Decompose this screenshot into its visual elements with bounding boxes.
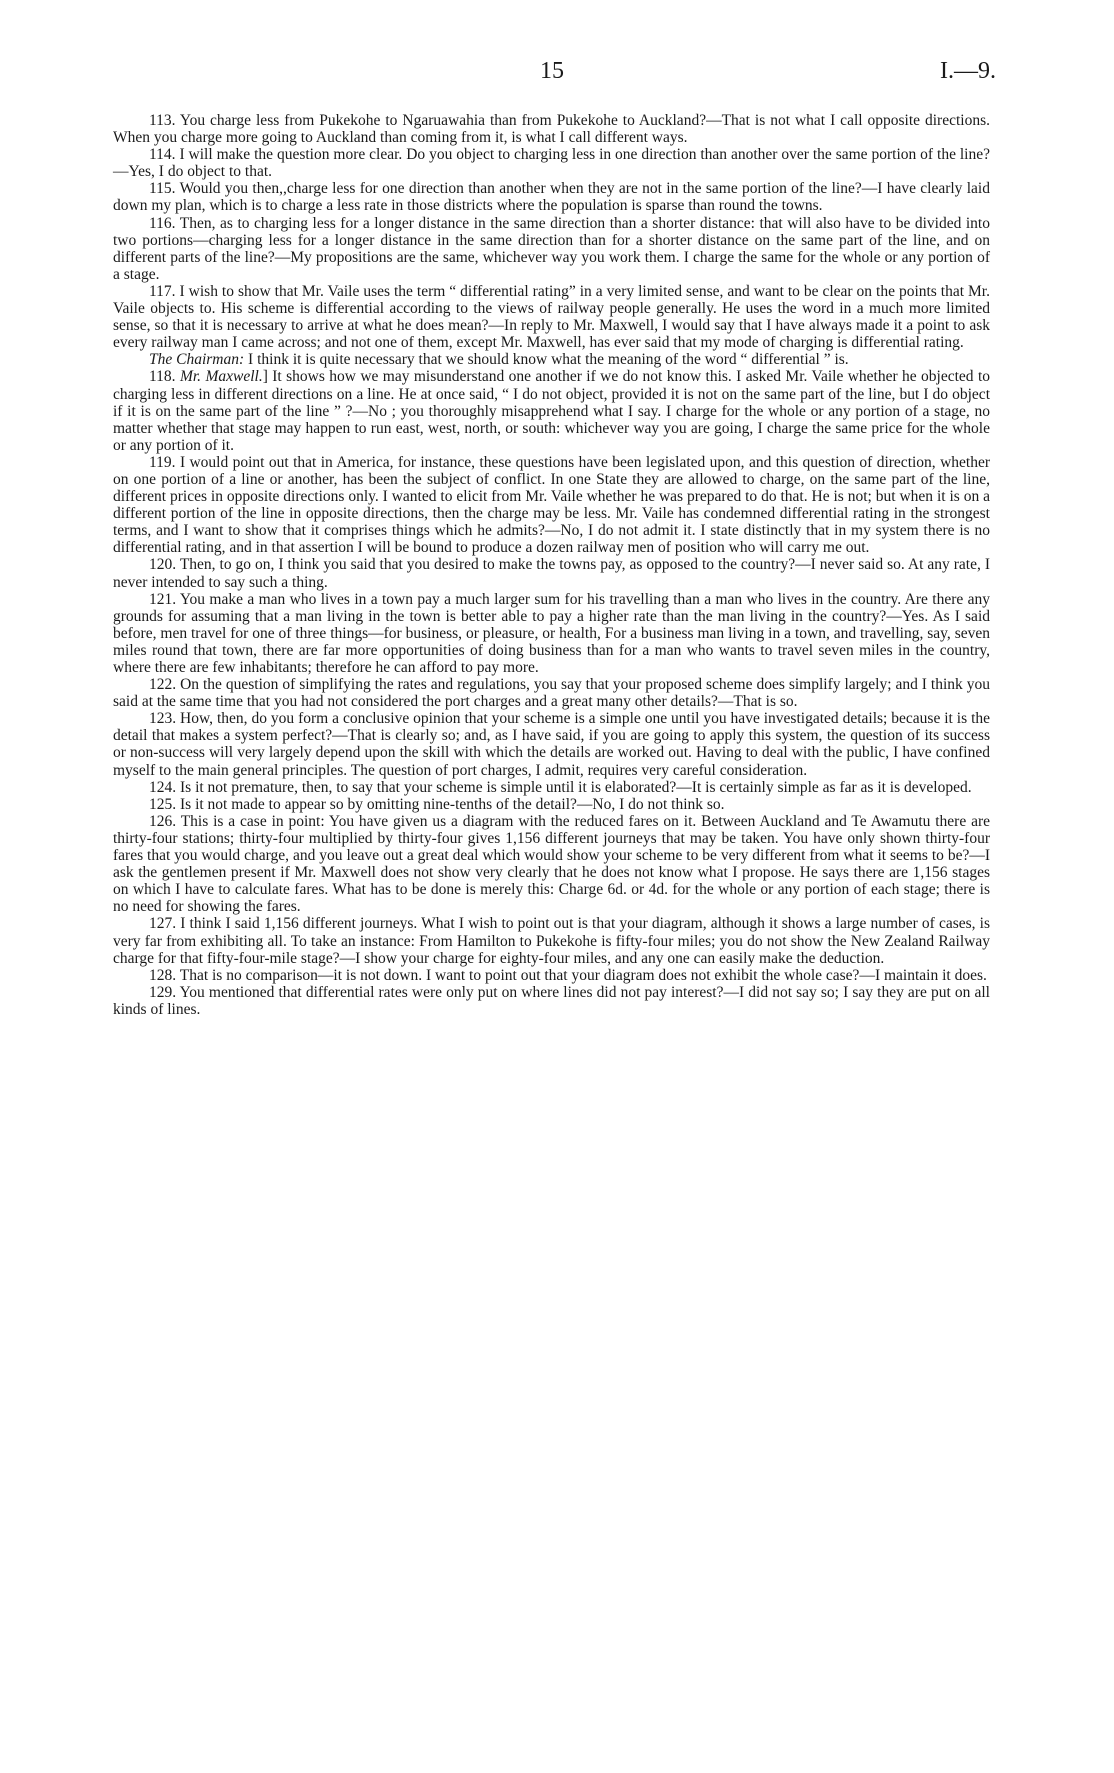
paragraph-125: 125. Is it not made to appear so by omitting nine-tenths of the detail?—No, I do not think so.: [149, 795, 725, 813]
document-reference: I.—9.: [940, 58, 996, 84]
page-header: [0, 58, 1114, 94]
paragraph-116: 116. Then, as to charging less for a longer distance in the same direction than a shorter distance: that will also have to be divided into two portions—charging less for a longer distance in the same direction than for a shorter distance on the same part of the line, and on different parts of the line?—My propositions are the same, whichever way you work them. I charge the same for the whole or any portion of a stage.: [113, 214, 990, 283]
paragraph-123: 123. How, then, do you form a conclusive opinion that your scheme is a simple one until you have investigated details; because it is the detail that makes a system perfect?—That is clearly so; and, as I have said, if you are going to apply this system, the question of its success or non-success will very largely depend upon the skill with which the details are worked out. Having to deal with the public, I have confined myself to the main general principles. The question of port charges, I admit, requires very careful consideration.: [113, 710, 990, 779]
paragraph-122: 122. On the question of simplifying the rates and regulations, you say that your proposed scheme does simplify largely; and I think you said at the same time that you had not considered the port charges and a great many other details?—That is so.: [113, 676, 990, 711]
paragraph-117: 117. I wish to show that Mr. Vaile uses the term “ differential rating” in a very limited sense, and want to be clear on the points that Mr. Vaile objects to. His scheme is differential according to the views of railway people generally. He uses the word in a much more limited sense, so that it is necessary to arrive at what he does mean?—In reply to Mr. Maxwell, I would say that I have always made it a point to ask every railway man I came across; and not one of them, except Mr. Maxwell, has ever said that my mode of charging is differential rating.: [113, 282, 990, 352]
paragraph-118: [113, 368, 990, 453]
paragraph-114: 114. I will make the question more clear. Do you object to charging less in one direction than another over the same portion of the line?—Yes, I do object to that.: [113, 146, 990, 181]
speaker-label: The Chairman:: [149, 351, 245, 369]
page-number: 15: [540, 58, 564, 84]
paragraph-124: 124. Is it not premature, then, to say that your scheme is simple until it is elaborated?—It is certainly simple as far as it is developed.: [149, 778, 972, 796]
paragraph-113: 113. You charge less from Pukekohe to Ngaruawahia than from Pukekohe to Auckland?—That is not what I call opposite directions. When you charge more going to Auckland than coming from it, is what I call different ways.: [113, 112, 990, 147]
paragraph-chairman: [113, 351, 990, 368]
paragraph-number: 118.: [149, 368, 180, 386]
paragraph-129: 129. You mentioned that differential rates were only put on where lines did not pay interest?—I did not say so; I say they are put on all kinds of lines.: [113, 983, 990, 1018]
paragraph-119: 119. I would point out that in America, for instance, these questions have been legislated upon, and this question of direction, whether on one portion of a line or another, has been the subject of conflict. In one State they are allowed to charge, on the same part of the line, different prices in opposite directions only. I wanted to elicit from Mr. Vaile whether he was prepared to do that. He is not; but when it is on a different portion of the line in opposite directions, then the charge may be less. Mr. Vaile has condemned differential rating in the strongest terms, and I want to show that it comprises things which he admits?—No, I do not admit it. I state distinctly that in my system there is no differential rating, and in that assertion I will be bound to produce a dozen railway men of position who will carry me out.: [113, 453, 990, 557]
body-text: [113, 112, 990, 1018]
paragraph-120: 120. Then, to go on, I think you said that you desired to make the towns pay, as opposed to the country?—I never said so. At any rate, I never intended to say such a thing.: [113, 556, 990, 591]
paragraph-126: 126. This is a case in point: You have given us a diagram with the reduced fares on it. Between Auckland and Te Awamutu there are thirty-four stations; thirty-four multiplied by thirty-four gives 1,156 different journeys that may be taken. You have only shown thirty-four fares that you would charge, and you leave out a great deal which would show your scheme to be very different from what it seems to be?—I ask the gentlemen present if Mr. Maxwell does not show very clearly that he does not know what I propose. He says there are 1,156 stages on which I have to calculate fares. What has to be done is merely this: Charge 6d. or 4d. for the whole or any portion of each stage; there is no need for showing the fares.: [113, 812, 990, 916]
paragraph-115: 115. Would you then,,charge less for one direction than another when they are not in the same portion of the line?—I have clearly laid down my plan, which is to charge a less rate in those districts where the population is sparse than round the towns.: [113, 180, 990, 215]
paragraph-121: 121. You make a man who lives in a town pay a much larger sum for his travelling than a man who lives in the country. Are there any grounds for assuming that a man living in the town is better able to pay a higher rate than the man living in the country?—Yes. As I said before, men travel for one of three things—for business, or pleasure, or health, For a business man living in a town, and travelling, say, seven miles round that town, there are far more opportunities of doing business than for a man who wants to travel seven miles in the country, where there are few inhabitants; therefore he can afford to pay more.: [113, 590, 990, 676]
paragraph-128: 128. That is no comparison—it is not down. I want to point out that your diagram does not exhibit the whole case?—I maintain it does.: [149, 966, 987, 984]
speaker-label: Mr. Maxwell.: [179, 368, 263, 386]
paragraph-127: 127. I think I said 1,156 different journeys. What I wish to point out is that your diagram, although it shows a large number of cases, is very far from exhibiting all. To take an instance: From Hamilton to Pukekohe is fifty-four miles; you do not show the New Zealand Railway charge for that fifty-four-mile stage?—I show your charge for eighty-four miles, and any one can easily make the deduction.: [113, 915, 990, 967]
paragraph-text: I think it is quite necessary that we should know what the meaning of the word “ differential ” is.: [244, 351, 849, 369]
paragraph-text: ] It shows how we may misunderstand one another if we do not know this. I asked Mr. Vaile whether he objected to charging less in different directions on a line. He at once said, “ I do not object, provided it is not on the same part of the line, but I do object if it is on the same part of the line ” ?—No ; you thoroughly misapprehend what I say. I charge for the whole or any portion of a stage, no matter whether that stage may happen to run east, west, north, or south: whichever way you are going, I charge the same price for the whole or any portion of it.: [113, 368, 990, 454]
